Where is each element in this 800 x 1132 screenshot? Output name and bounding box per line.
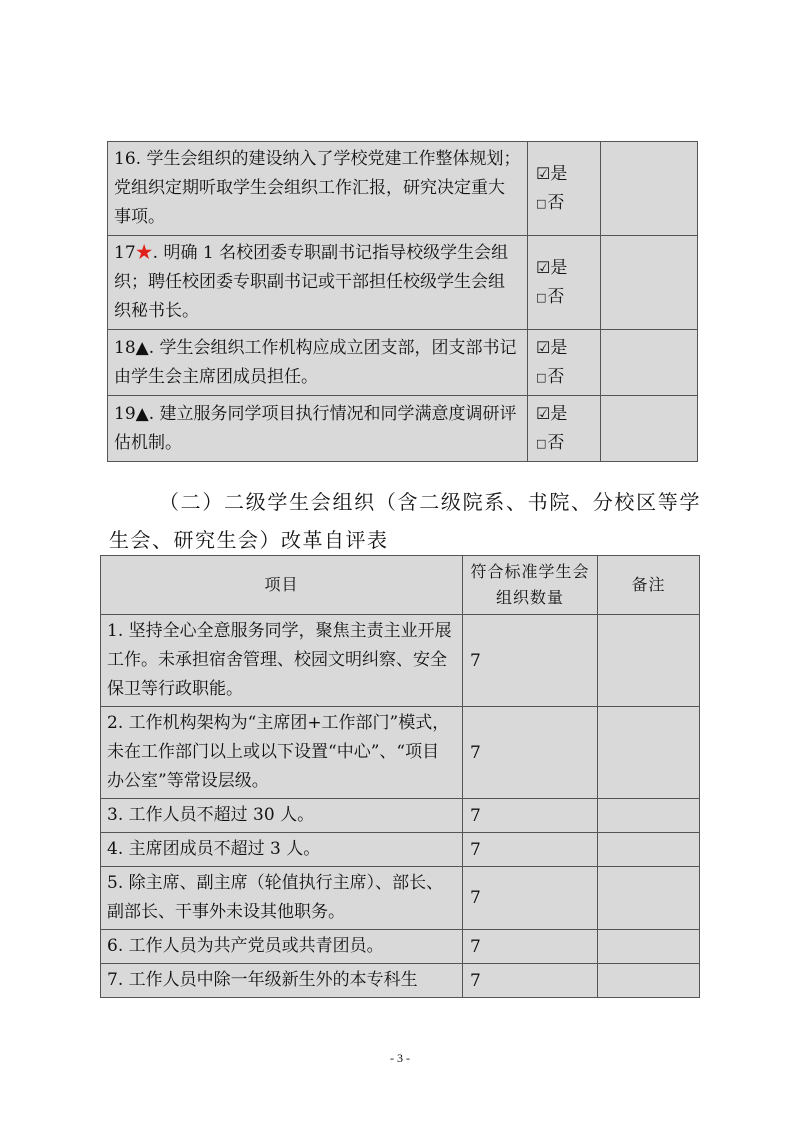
remark-cell	[598, 833, 700, 867]
item-cell: 16. 学生会组织的建设纳入了学校党建工作整体规划；党组织定期听取学生会组织工作汇报，研究决定重大事项。	[108, 142, 528, 236]
remark-cell	[601, 236, 698, 330]
remark-cell	[598, 867, 700, 930]
item-cell: 1. 坚持全心全意服务同学，聚焦主责主业开展工作。未承担宿舍管理、校园文明纠察、安全保卫等行政职能。	[101, 615, 463, 707]
column-header-count: 符合标准学生会组织数量	[463, 556, 598, 615]
yes-no-cell: ☑是 □否	[528, 142, 601, 236]
count-cell: 7	[463, 707, 598, 799]
item-cell: 17★. 明确 1 名校团委专职副书记指导校级学生会组织；聘任校团委专职副书记或干部担任校级学生会组织秘书长。	[108, 236, 528, 330]
table-row	[101, 833, 700, 867]
remark-cell	[598, 707, 700, 799]
count-cell: 7	[463, 799, 598, 833]
remark-cell	[601, 142, 698, 236]
count-cell: 7	[463, 867, 598, 930]
column-header-remark: 备注	[598, 556, 700, 615]
table-row	[108, 396, 698, 462]
table-header-row	[101, 556, 700, 615]
self-assessment-table-secondary-level	[100, 555, 700, 998]
yes-no-cell: ☑是 □否	[528, 330, 601, 396]
remark-cell	[598, 964, 700, 998]
count-cell: 7	[463, 964, 598, 998]
yes-no-cell: ☑是 □否	[528, 396, 601, 462]
table-row	[101, 799, 700, 833]
empty-box-icon[interactable]: □	[536, 197, 547, 210]
column-header-item: 项目	[101, 556, 463, 615]
count-cell: 7	[463, 930, 598, 964]
table-row	[101, 867, 700, 930]
item-cell: 2. 工作机构架构为“主席团+工作部门”模式，未在工作部门以上或以下设置“中心”、“项目办公室”等常设层级。	[101, 707, 463, 799]
item-cell: 3. 工作人员不超过 30 人。	[101, 799, 463, 833]
checked-box-icon[interactable]: ☑	[536, 258, 551, 277]
remark-cell	[598, 615, 700, 707]
table-row	[108, 236, 698, 330]
item-cell: 7. 工作人员中除一年级新生外的本专科生	[101, 964, 463, 998]
checked-box-icon[interactable]: ☑	[536, 164, 551, 183]
table-row	[108, 142, 698, 236]
section-heading: （二）二级学生会组织（含二级院系、书院、分校区等学生会、研究生会）改革自评表	[109, 490, 701, 552]
table-row	[108, 330, 698, 396]
empty-box-icon[interactable]: □	[536, 371, 547, 384]
table-row	[101, 930, 700, 964]
item-cell: 4. 主席团成员不超过 3 人。	[101, 833, 463, 867]
triangle-icon: ▲	[135, 337, 149, 358]
remark-cell	[601, 330, 698, 396]
table-row	[101, 615, 700, 707]
item-cell: 19▲. 建立服务同学项目执行情况和同学满意度调研评估机制。	[108, 396, 528, 462]
empty-box-icon[interactable]: □	[536, 437, 547, 450]
remark-cell	[598, 930, 700, 964]
count-cell: 7	[463, 833, 598, 867]
star-icon: ★	[135, 243, 153, 263]
table-row	[101, 964, 700, 998]
item-cell: 18▲. 学生会组织工作机构应成立团支部，团支部书记由学生会主席团成员担任。	[108, 330, 528, 396]
remark-cell	[601, 396, 698, 462]
self-assessment-table-school-level	[107, 141, 698, 462]
table-row	[101, 707, 700, 799]
item-cell: 6. 工作人员为共产党员或共青团员。	[101, 930, 463, 964]
checked-box-icon[interactable]: ☑	[536, 404, 551, 423]
checked-box-icon[interactable]: ☑	[536, 338, 551, 357]
yes-no-cell: ☑是 □否	[528, 236, 601, 330]
count-cell: 7	[463, 615, 598, 707]
remark-cell	[598, 799, 700, 833]
empty-box-icon[interactable]: □	[536, 291, 547, 304]
item-cell: 5. 除主席、副主席（轮值执行主席）、部长、副部长、干事外未设其他职务。	[101, 867, 463, 930]
page-number: - 3 -	[390, 1051, 410, 1065]
triangle-icon: ▲	[135, 403, 149, 424]
